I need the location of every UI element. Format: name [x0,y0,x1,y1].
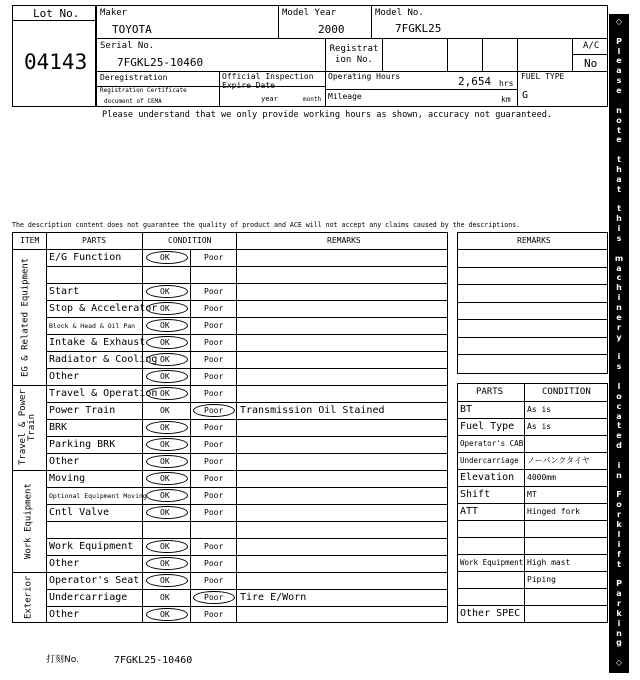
part-label: Power Train [49,405,116,416]
ac-value: No [584,57,598,70]
spec-value: Hinged fork [527,507,580,516]
hrs-unit: hrs [499,79,514,88]
part-label: Radiator & Cooling [49,354,158,365]
poor-label: Poor [204,372,224,381]
spec-value: As is [527,405,552,414]
side-notice-strip [609,14,629,673]
right-remarks-table [457,232,608,374]
ok-label: OK [160,576,170,585]
poor-label: Poor [204,355,224,364]
poor-label: Poor [204,304,224,313]
stamp-no-label: 打刻No. [46,655,79,665]
ok-label: OK [160,321,170,330]
poor-label: Poor [204,253,224,262]
model-year-label: Model Year [282,8,337,18]
ok-label: OK [160,610,170,619]
mileage-label: Mileage [328,92,362,101]
ok-label: OK [160,491,170,500]
deregistration-label: Deregistration [100,73,168,82]
poor-label: Poor [204,287,224,296]
poor-label: Poor [204,576,224,585]
ok-circle [146,387,188,400]
ok-circle [146,336,188,349]
spec-part-label: Operator's CAB [460,439,524,448]
ok-label: OK [160,372,170,381]
fuel-type-value: G [522,90,529,101]
ok-label: OK [160,253,170,262]
poor-label: Poor [204,474,224,483]
poor-circle [193,404,235,417]
poor-label: Poor [204,508,224,517]
serial-value: 7FGKL25-10460 [117,56,204,69]
part-label: Other [49,371,80,382]
ok-label: OK [160,474,170,483]
lot-label: Lot No. [33,7,80,20]
spec-part-label: Fuel Type [460,421,515,432]
poor-label: Poor [204,423,224,432]
ok-circle [146,506,188,519]
model-no-label: Model No. [375,8,424,18]
spec-part-label: BT [460,404,473,415]
part-label: BRK [49,422,68,433]
ok-label: OK [160,559,170,568]
spec-part-label: Work Equipment [460,558,524,567]
part-label: Work Equipment [49,541,134,552]
ok-circle [146,421,188,434]
right-remarks-header: REMARKS [517,236,551,245]
poor-label: Poor [204,440,224,449]
part-label: Start [49,286,80,297]
spec-condition-header: CONDITION [542,387,591,397]
ok-circle [146,251,188,264]
ok-label: OK [160,423,170,432]
maker-value: TOYOTA [112,23,152,36]
spec-value: As is [527,422,552,431]
ok-circle [146,370,188,383]
part-label: Moving [49,473,86,484]
group-label: Work Equipment [23,483,34,559]
ok-label: OK [160,338,170,347]
stamp-no-value: 7FGKL25-10460 [114,655,193,666]
inspection-label-2: Expire Date [222,81,275,90]
ok-circle [146,285,188,298]
spec-part-label: Undercarriage [460,456,519,465]
ok-label: OK [160,440,170,449]
disclaimer-text: The description content does not guarantee the quality of product and ACE will not accept any claims caused by the descriptions. [12,221,521,229]
maker-label: Maker [100,8,128,18]
poor-label: Poor [204,542,224,551]
part-label: Other [49,558,80,569]
ok-circle [146,302,188,315]
item-header: ITEM [20,236,40,245]
part-label: Optional Equipment Moving [49,492,147,500]
part-label: Travel & Operation [49,388,158,399]
spec-value: Piping [527,575,556,584]
year-label: year [261,95,278,103]
spec-part-label: Other SPEC [460,608,521,619]
ok-circle [146,557,188,570]
part-label: Other [49,456,80,467]
part-label: E/G Function [49,252,122,263]
ok-circle [146,353,188,366]
km-unit: km [501,95,511,104]
remarks-header: REMARKS [327,236,361,245]
inspection-label-1: Official Inspection [222,72,314,81]
part-label: Intake & Exhaust [49,337,146,348]
notice-text: Please understand that we only provide working hours as shown, accuracy not guaranteed. [102,110,553,120]
remark-text: Tire E/Worn [240,592,307,603]
side-notice-text: ◇ P l e a s e n o t e t h a t t h i s m a c h i n e r y i s l o c a t e d i n F o r k l i f t P a r k i n g ◇ [614,17,624,668]
spec-part-label: Elevation [460,472,515,483]
ok-label: OK [160,457,170,466]
poor-label: Poor [204,406,224,415]
ok-circle [146,438,188,451]
registration-label: Registration No. [329,44,379,65]
poor-label: Poor [204,389,224,398]
poor-label: Poor [204,559,224,568]
ok-label: OK [160,304,170,313]
poor-label: Poor [204,457,224,466]
ok-label: OK [160,355,170,364]
lot-number: 04143 [24,50,88,74]
model-no-value: 7FGKL25 [395,22,442,35]
ok-label: OK [160,593,170,602]
fuel-type-label: FUEL TYPE [521,72,565,81]
operating-hours-label: Operating Hours [328,72,401,81]
part-label: Parking BRK [49,439,116,450]
ok-label: OK [160,389,170,398]
poor-label: Poor [204,593,224,602]
month-label: month [303,96,322,103]
spec-value: 4000mm [527,473,556,482]
group-label: EG & Related Equipment [20,257,31,377]
part-label: Block & Head & Oil Pan [49,322,136,330]
part-label: Other [49,609,80,620]
group-label: Travel & Power Train [18,389,37,466]
ok-circle [146,319,188,332]
part-label: Cntl Valve [49,507,110,518]
spec-value: High mast [527,558,571,567]
ok-label: OK [160,287,170,296]
ok-circle [146,472,188,485]
cema-label: document of CEMA [104,98,162,105]
ok-circle [146,455,188,468]
poor-label: Poor [204,491,224,500]
group-label: Exterior [23,575,34,620]
ok-label: OK [160,542,170,551]
serial-label: Serial No. [100,41,155,51]
poor-circle [193,591,235,604]
ok-circle [146,489,188,502]
ok-circle [146,608,188,621]
part-label: Undercarriage [49,592,128,603]
poor-label: Poor [204,321,224,330]
parts-header: PARTS [82,236,107,245]
registration-certificate-label: Registration Certificate [100,87,187,94]
spec-part-label: Shift [460,489,491,500]
spec-parts-header: PARTS [476,387,504,397]
spec-value: MT [527,490,537,499]
operating-hours-value: 2,654 [458,75,492,88]
ok-label: OK [160,406,170,415]
poor-label: Poor [204,338,224,347]
ok-circle [146,574,188,587]
remark-text: Transmission Oil Stained [240,405,385,416]
model-year-value: 2000 [318,23,345,36]
part-label: Operator's Seat [49,575,140,586]
condition-header: CONDITION [168,236,212,245]
ok-circle [146,540,188,553]
ok-label: OK [160,508,170,517]
part-label: Stop & Accelerator [49,303,158,314]
spec-part-label: ATT [460,506,479,517]
spec-value: ノーパンクタイヤ [527,456,590,465]
poor-label: Poor [204,610,224,619]
ac-label: A/C [583,41,600,51]
